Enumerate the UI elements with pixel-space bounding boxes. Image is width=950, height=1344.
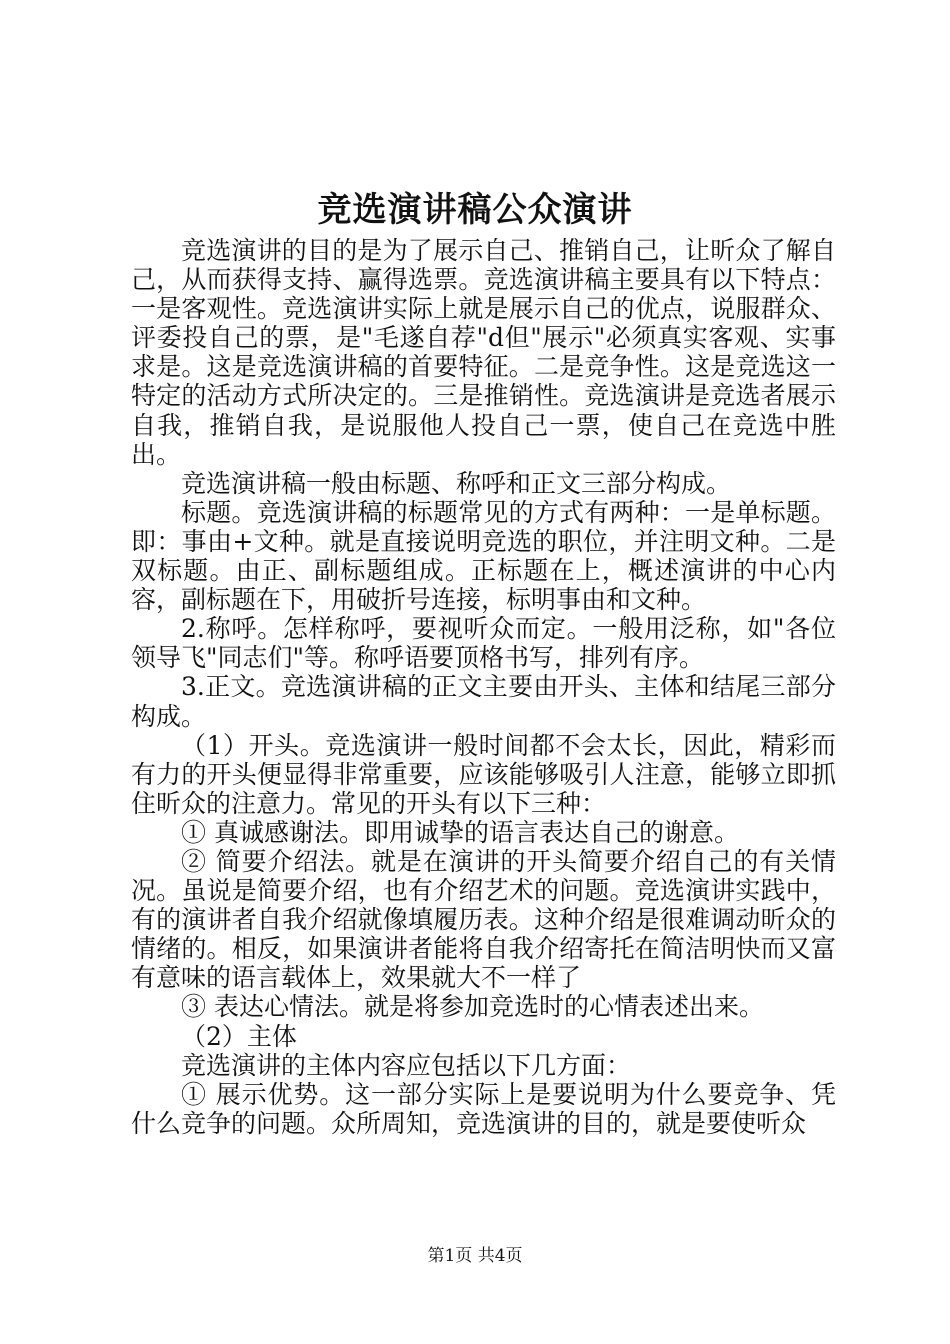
paragraph-salutation: 2.称呼。怎样称呼，要视听众而定。一般用泛称，如"各位领导飞"同志们"等。称呼语要顶格书写，排列有序。 <box>131 614 836 673</box>
paragraph-body-point-1: ① 展示优势。这一部分实际上是要说明为什么要竞争、凭什么竞争的问题。众所周知，竞选演讲的目的，就是要使听众 <box>131 1079 836 1138</box>
document-body <box>131 236 836 1138</box>
page-footer: 第1页 共4页 <box>427 1246 523 1266</box>
paragraph-opening-method-3: ③ 表达心情法。就是将参加竞选时的心情表述出来。 <box>181 992 764 1022</box>
paragraph-body-intro: 竞选演讲的主体内容应包括以下几方面： <box>181 1050 632 1080</box>
paragraph-opening-method-1: ① 真诚感谢法。即用诚挚的语言表达自己的谢意。 <box>181 817 739 847</box>
paragraph-structure: 竞选演讲稿一般由标题、称呼和正文三部分构成。 <box>181 468 732 498</box>
paragraph-main-text: 3.正文。竞选演讲稿的正文主要由开头、主体和结尾三部分构成。 <box>131 672 836 731</box>
document-title: 竞选演讲稿公众演讲 <box>317 190 633 230</box>
paragraph-title-section: 标题。竞选演讲稿的标题常见的方式有两种：一是单标题。即：事由+文种。就是直接说明竞选的职位，并注明文种。二是双标题。由正、副标题组成。正标题在上，概述演讲的中心内容，副标题在下，用破折号连接，标明事由和文种。 <box>131 497 836 615</box>
paragraph-opening: （1）开头。竞选演讲一般时间都不会太长，因此，精彩而有力的开头便显得非常重要，应该能够吸引人注意，能够立即抓住昕众的注意力。常见的开头有以下三种： <box>131 730 836 818</box>
paragraph-body-heading: （2）主体 <box>181 1021 297 1051</box>
paragraph-intro: 竞选演讲的目的是为了展示自己、推销自己，让昕众了解自己，从而获得支持、赢得选票。竞选演讲稿主要具有以下特点：一是客观性。竞选演讲实际上就是展示自己的优点，说服群众、评委投自己的票，是"毛遂自荐"d但"展示"必须真实客观、实事求是。这是竞选演讲稿的首要特征。二是竞争性。这是竞选这一特定的活动方式所决定的。三是推销性。竞选演讲是竞选者展示自我，推销自我，是说服他人投自己一票，使自己在竞选中胜出。 <box>131 236 836 469</box>
paragraph-opening-method-2: ② 简要介绍法。就是在演讲的开头简要介绍自己的有关情况。虽说是简要介绍，也有介绍艺术的问题。竞选演讲实践中，有的演讲者自我介绍就像填履历表。这种介绍是很难调动昕众的情绪的。相反，如果演讲者能将自我介绍寄托在简洁明快而又富有意味的语言载体上，效果就大不一样了 <box>131 846 836 993</box>
